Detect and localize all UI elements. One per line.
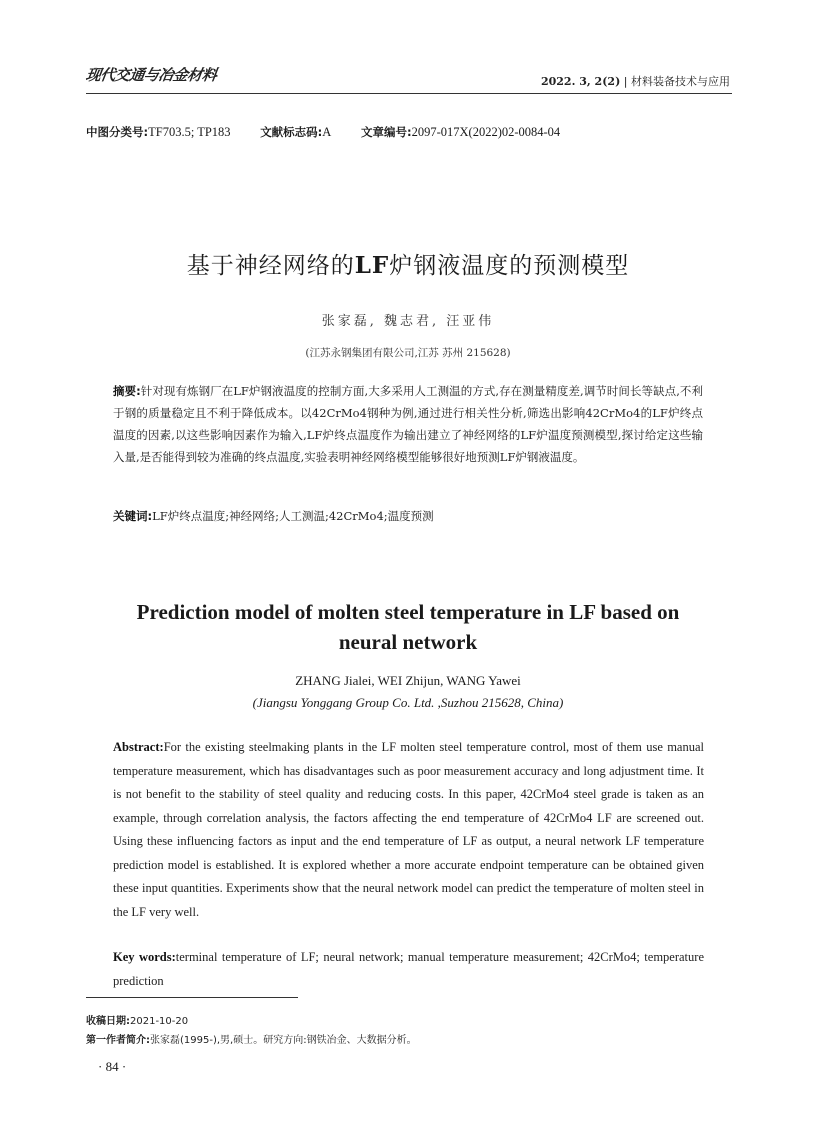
footnote-author [86,1031,417,1046]
cn-keywords-text: LF炉终点温度;神经网络;人工测温;42CrMo4;温度预测 [152,509,434,523]
header-divider [86,93,732,94]
en-keywords-label: Key words: [113,950,176,964]
cn-title-suffix: 炉钢液温度的预测模型 [389,253,630,279]
en-affiliation: (Jiangsu Yonggang Group Co. Ltd. ,Suzhou 215628, China) [252,695,564,710]
cn-title [0,247,816,280]
en-title: Prediction model of molten steel temperature in LF based on neural network [136,600,680,654]
clc-value: TF703.5; TP183 [148,125,231,139]
cn-abstract [113,380,703,468]
cn-abstract-text: 针对现有炼钢厂在LF炉钢液温度的控制方面,大多采用人工测温的方式,存在测量精度差,调节时间长等缺点,不利于钢的质量稳定且不利于降低成本。以42CrMo4钢种为例,通过进行相关性分析,筛选出影响42CrMo4的LF炉终点温度的因素,以这些影响因素作为输入,LF炉终点温度作为输出建立了神经网络的LF炉温度预测模型,探讨给定这些输入量,是否能得到较为准确的终点温度,实验表明神经网络模型能够很好地预测LF炉钢液温度。 [113,384,703,464]
header-meta [541,73,730,89]
doc-code-value: A [322,125,332,139]
cn-keywords [113,505,703,527]
cn-affiliation: (江苏永钢集团有限公司,江苏 苏州 215628) [305,347,511,359]
cn-title-lf: LF [354,252,390,279]
footnote-received [86,1012,188,1027]
journal-logo: 现代交通与冶金材料 [84,66,218,84]
article-no-value: 2097-017X(2022)02-0084-04 [411,125,561,139]
en-authors: ZHANG Jialei, WEI Zhijun, WANG Yawei [295,673,521,688]
classification-line [86,124,560,140]
received-label: 收稿日期: [86,1016,130,1027]
author-bio-label: 第一作者简介: [86,1035,150,1046]
page-number: · 84 · [98,1059,127,1074]
en-abstract-label: Abstract: [113,740,164,754]
cn-authors: 张家磊, 魏志君, 汪亚伟 [321,314,495,329]
doc-code-label: 文献标志码: [260,125,323,139]
article-no-label: 文章编号: [360,125,412,139]
footnote-divider [86,997,298,998]
en-abstract-text: For the existing steelmaking plants in the LF molten steel temperature control, most of them use manual temperature measurement, which has disadvantages such as poor measurement accuracy and long adjustment time. It is not benefit to the stability of steel quality and reducing costs. In this paper, 42CrMo4 steel grade is taken as an example, through correlation analysis, the factors affecting the end temperature of 42CrMo4 LF are screened out. Using these influencing factors as input and the end temperature of LF as output, a neural network LF temperature prediction model is established. It is explored whether a more accurate endpoint temperature can be obtained given these input quantities. Experiments show that the neural network model can predict the temperature of molten steel in the LF very well. [113,740,704,919]
en-keywords [113,946,704,993]
header-separator: | [623,75,628,88]
section-name: 材料装备技术与应用 [631,75,730,88]
author-bio-value: 张家磊(1995-),男,硕士。研究方向:钢铁冶金、大数据分析。 [150,1035,417,1046]
en-abstract [113,736,704,924]
cn-title-prefix: 基于神经网络的 [186,253,355,279]
clc-label: 中图分类号: [86,125,149,139]
en-keywords-text: terminal temperature of LF; neural network; manual temperature measurement; 42CrMo4; temperature prediction [113,950,704,988]
cn-abstract-label: 摘要: [113,384,141,398]
issue-date: 2022. 3, 2(2) [540,75,621,88]
cn-keywords-label: 关键词: [113,509,153,523]
received-value: 2021-10-20 [130,1016,189,1027]
